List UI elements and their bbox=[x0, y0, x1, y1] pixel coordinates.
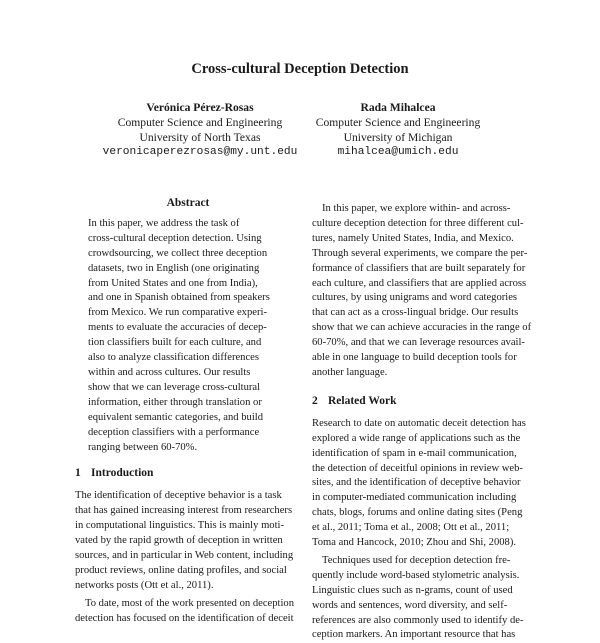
text-line: culture deception detection for three different cul- bbox=[312, 217, 524, 229]
text-line: show that we can achieve accuracies in the range of bbox=[312, 322, 532, 334]
intro-continuation bbox=[312, 202, 538, 381]
text-line: words and sentences, word diversity, and self- bbox=[312, 599, 508, 611]
text-line: In this paper, we address the task of bbox=[88, 217, 240, 229]
paper-title: Cross-cultural Deception Detection bbox=[191, 61, 409, 77]
text-line: cross-cultural deception detection. Using bbox=[88, 232, 262, 244]
left-column bbox=[75, 196, 301, 626]
text-line: information, either through translation or bbox=[88, 396, 262, 408]
text-line: explored a wide range of applications such as the bbox=[312, 432, 521, 444]
text-line: To date, most of the work presented on deception bbox=[85, 597, 295, 609]
author-email: mihalcea@umich.edu bbox=[337, 146, 459, 158]
right-column bbox=[312, 202, 538, 643]
author-university: University of North Texas bbox=[139, 131, 261, 144]
text-line: tion classifiers built for each culture, and bbox=[88, 337, 262, 349]
author-department: Computer Science and Engineering bbox=[117, 116, 283, 129]
author-name: Verónica Pérez-Rosas bbox=[146, 101, 254, 114]
intro-paragraph-1 bbox=[75, 489, 301, 593]
text-line: that can act as a cross-lingual bridge. Our results bbox=[312, 307, 519, 319]
text-line: and one in Spanish obtained from speakers bbox=[88, 292, 270, 304]
text-line: ception markers. An important resource that has bbox=[312, 629, 516, 641]
author-name: Rada Mihalcea bbox=[360, 101, 436, 114]
text-line: also to analyze classification differences bbox=[88, 352, 259, 364]
text-line: formance of classifiers that are built separately for bbox=[312, 262, 526, 274]
text-line: tures, namely United States, India, and Mexico. bbox=[312, 232, 514, 244]
text-line: in computational linguistics. This is mainly moti- bbox=[75, 520, 285, 532]
section-heading-related-work bbox=[312, 394, 538, 409]
text-line: The identification of deceptive behavior is a task bbox=[75, 490, 282, 502]
text-line: in computer-mediated communication including bbox=[312, 492, 517, 504]
text-line: identification of spam in e-mail communication, bbox=[312, 447, 517, 459]
section-number: 2 bbox=[312, 394, 318, 407]
author-email: veronicaperezrosas@my.unt.edu bbox=[102, 146, 298, 158]
section-title: Introduction bbox=[91, 467, 154, 480]
text-line: from Mexico. We run comparative experi- bbox=[88, 307, 267, 319]
abstract-text bbox=[75, 217, 301, 456]
text-line: datasets, two in English (one originating bbox=[88, 262, 260, 274]
text-line: quently include word-based stylometric analysis. bbox=[312, 569, 520, 581]
related-paragraph-2 bbox=[312, 554, 538, 643]
text-line: show that we can leverage cross-cultural bbox=[88, 381, 261, 393]
section-title: Related Work bbox=[328, 394, 397, 407]
text-line: that has gained increasing interest from researchers bbox=[75, 505, 293, 517]
author-department: Computer Science and Engineering bbox=[315, 116, 481, 129]
text-line: et al., 2011; Toma et al., 2008; Ott et al., 2011; bbox=[312, 522, 510, 534]
text-line: cultures, by using unigrams and word categories bbox=[312, 292, 518, 304]
text-line: each culture, and classifiers that are applied across bbox=[312, 277, 527, 289]
author-university: University of Michigan bbox=[343, 131, 453, 144]
text-line: ments to evaluate the accuracies of decep- bbox=[88, 322, 267, 334]
related-paragraph-1 bbox=[312, 417, 538, 551]
text-line: networks posts (Ott et al., 2011). bbox=[75, 579, 214, 591]
text-line: Through several experiments, we compare the per- bbox=[312, 247, 528, 259]
text-line: Techniques used for deception detection fre- bbox=[322, 554, 511, 566]
text-line: chats, blogs, forums and online dating sites (Peng bbox=[312, 507, 523, 519]
text-line: within and across cultures. Our results bbox=[88, 366, 251, 378]
text-line: In this paper, we explore within- and across- bbox=[322, 203, 511, 214]
author-block-2 bbox=[278, 100, 518, 160]
text-line: from United States and one from India), bbox=[88, 277, 258, 289]
text-line: another language. bbox=[312, 366, 388, 378]
text-line: Linguistic clues such as n-grams, count of used bbox=[312, 584, 513, 596]
text-line: deception classifiers with a performance bbox=[88, 426, 260, 438]
text-line: detection has focused on the identification of deceit bbox=[75, 612, 294, 624]
text-line: the detection of deceitful opinions in review web- bbox=[312, 462, 523, 474]
section-heading-introduction bbox=[75, 466, 301, 481]
text-line: able in one language to build deception tools for bbox=[312, 352, 517, 364]
text-line: sites, and the identification of deceptive behavior bbox=[312, 477, 521, 489]
text-line: 60-70%, and that we can leverage resources avail- bbox=[312, 337, 525, 349]
section-number: 1 bbox=[75, 467, 81, 480]
text-line: product reviews, online dating profiles, and social bbox=[75, 564, 287, 576]
text-line: equivalent semantic categories, and build bbox=[88, 411, 264, 423]
text-line: crowdsourcing, we collect three deception bbox=[88, 247, 268, 259]
text-line: sources, and in particular in Web content, including bbox=[75, 549, 294, 561]
text-line: Research to date on automatic deceit detection has bbox=[312, 417, 526, 429]
intro-paragraph-2 bbox=[75, 597, 301, 627]
text-line: ranging between 60-70%. bbox=[88, 441, 198, 453]
abstract-heading: Abstract bbox=[166, 197, 210, 209]
text-line: references are also commonly used to identify de- bbox=[312, 614, 524, 626]
text-line: vated by the rapid growth of deception in written bbox=[75, 535, 283, 547]
text-line: Toma and Hancock, 2010; Zhou and Shi, 2008). bbox=[312, 537, 517, 549]
